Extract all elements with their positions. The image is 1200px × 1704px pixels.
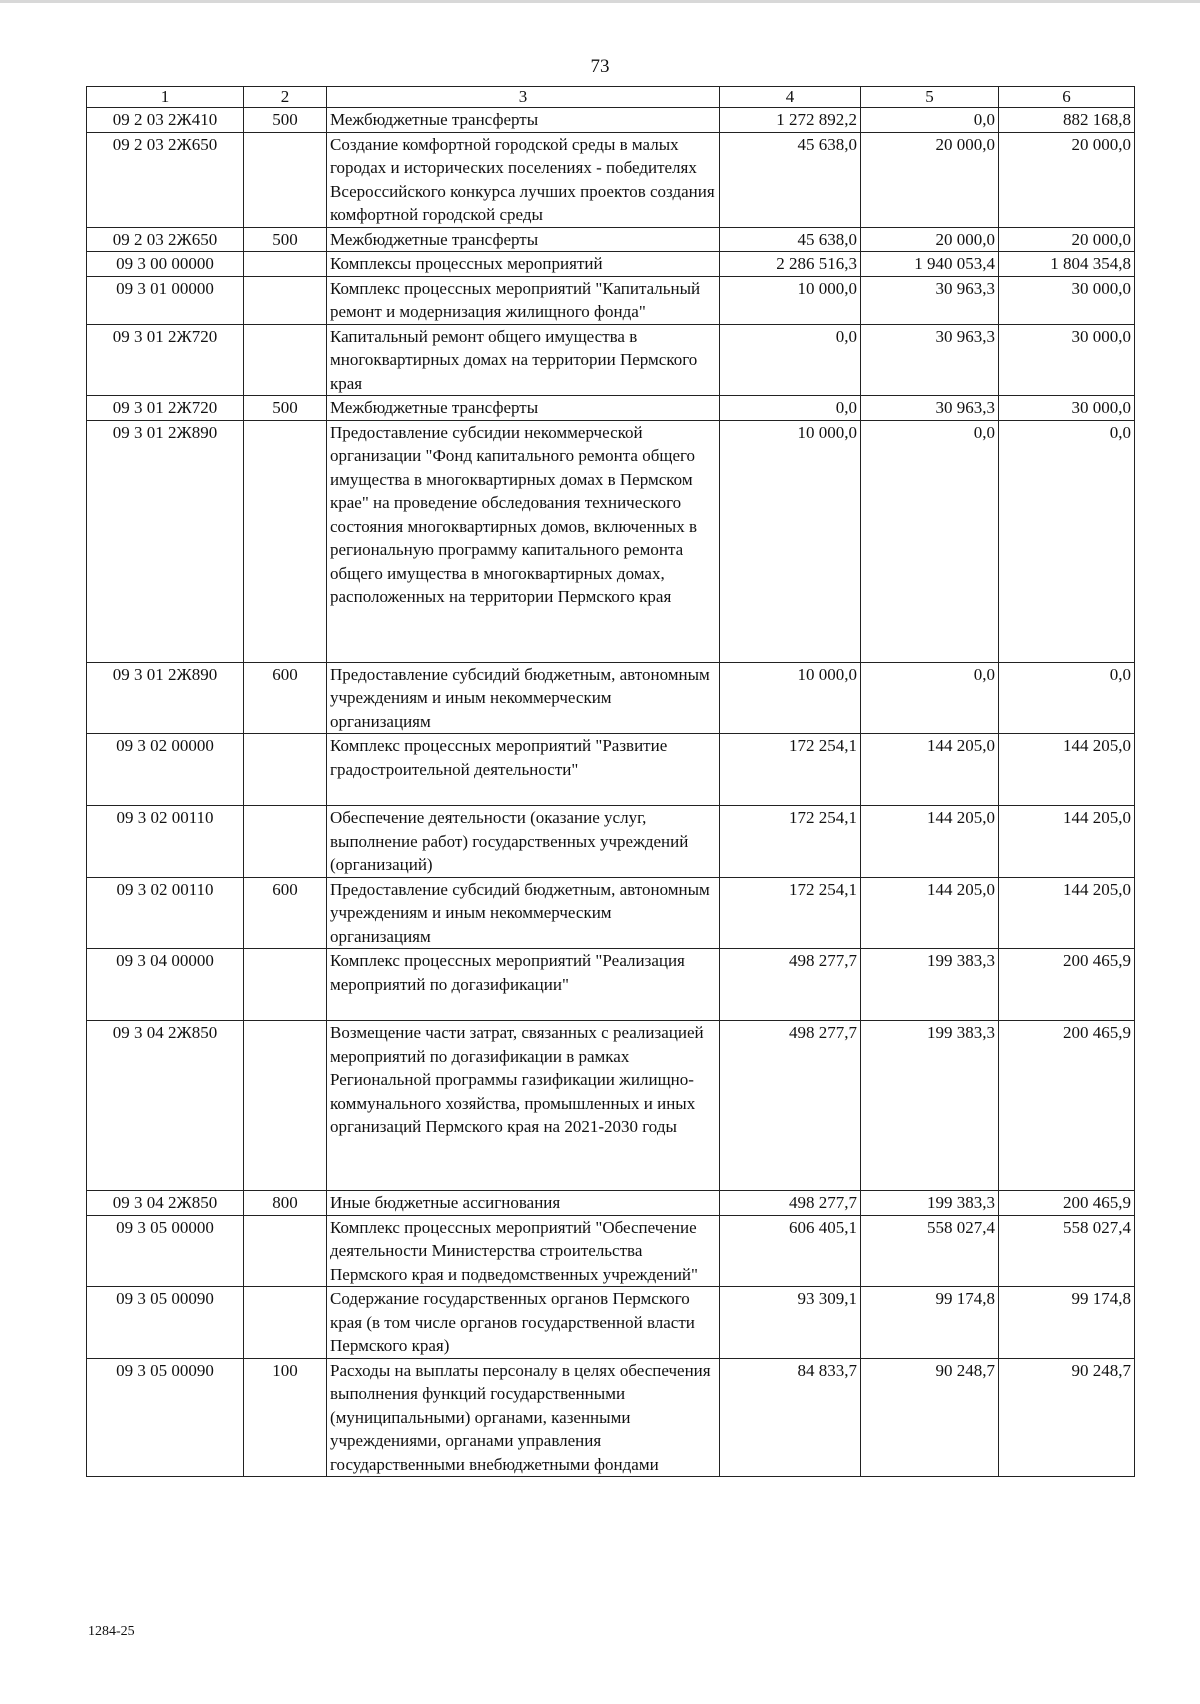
name-cell: Иные бюджетные ассигнования — [327, 1191, 720, 1216]
value-col-6: 200 465,9 — [999, 1021, 1135, 1191]
value-col-6: 882 168,8 — [999, 108, 1135, 133]
table-row — [87, 132, 1135, 227]
code-cell: 09 3 01 2Ж720 — [87, 396, 244, 421]
value-col-4: 10 000,0 — [720, 420, 861, 662]
code-cell: 09 3 04 2Ж850 — [87, 1191, 244, 1216]
type-cell — [244, 420, 327, 662]
value-col-4: 1 272 892,2 — [720, 108, 861, 133]
value-col-4: 172 254,1 — [720, 877, 861, 949]
name-cell: Межбюджетные трансферты — [327, 227, 720, 252]
value-col-5: 144 205,0 — [861, 877, 999, 949]
code-cell: 09 3 05 00090 — [87, 1287, 244, 1359]
table-row — [87, 1358, 1135, 1477]
name-cell: Предоставление субсидий бюджетным, автономным учреждениям и иным некоммерческим организациям — [327, 877, 720, 949]
code-cell: 09 3 05 00090 — [87, 1358, 244, 1477]
name-cell: Межбюджетные трансферты — [327, 396, 720, 421]
table-row — [87, 734, 1135, 806]
type-cell: 500 — [244, 108, 327, 133]
type-cell: 500 — [244, 396, 327, 421]
code-cell: 09 3 02 00110 — [87, 806, 244, 878]
code-cell: 09 2 03 2Ж410 — [87, 108, 244, 133]
type-cell — [244, 949, 327, 1021]
type-cell — [244, 806, 327, 878]
value-col-4: 172 254,1 — [720, 806, 861, 878]
value-col-4: 498 277,7 — [720, 1191, 861, 1216]
header-col-1: 1 — [87, 87, 244, 108]
name-cell: Комплексы процессных мероприятий — [327, 252, 720, 277]
value-col-6: 1 804 354,8 — [999, 252, 1135, 277]
code-cell: 09 3 01 2Ж890 — [87, 662, 244, 734]
table-row — [87, 949, 1135, 1021]
value-col-4: 0,0 — [720, 396, 861, 421]
name-cell: Комплекс процессных мероприятий "Реализация мероприятий по догазификации" — [327, 949, 720, 1021]
value-col-6: 20 000,0 — [999, 227, 1135, 252]
name-cell: Создание комфортной городской среды в малых городах и исторических поселениях - победителях Всероссийского конкурса лучших проектов создания комфортной городской среды — [327, 132, 720, 227]
code-cell: 09 3 04 00000 — [87, 949, 244, 1021]
type-cell — [244, 1215, 327, 1287]
header-row — [87, 87, 1135, 108]
value-col-4: 498 277,7 — [720, 1021, 861, 1191]
value-col-6: 20 000,0 — [999, 132, 1135, 227]
type-cell — [244, 324, 327, 396]
code-cell: 09 3 01 2Ж720 — [87, 324, 244, 396]
type-cell — [244, 1021, 327, 1191]
type-cell: 600 — [244, 662, 327, 734]
table-row — [87, 1021, 1135, 1191]
value-col-5: 558 027,4 — [861, 1215, 999, 1287]
value-col-4: 84 833,7 — [720, 1358, 861, 1477]
scan-edge — [0, 0, 1200, 3]
value-col-6: 558 027,4 — [999, 1215, 1135, 1287]
name-cell: Обеспечение деятельности (оказание услуг, выполнение работ) государственных учреждений (организаций) — [327, 806, 720, 878]
code-cell: 09 3 05 00000 — [87, 1215, 244, 1287]
code-cell: 09 2 03 2Ж650 — [87, 227, 244, 252]
budget-table — [86, 86, 1135, 1477]
value-col-4: 93 309,1 — [720, 1287, 861, 1359]
table-row — [87, 227, 1135, 252]
value-col-5: 30 963,3 — [861, 324, 999, 396]
name-cell: Возмещение части затрат, связанных с реализацией мероприятий по догазификации в рамках Региональной программы газификации жилищно-коммунального хозяйства, промышленных и иных организаций Пермского края на 2021-2030 годы — [327, 1021, 720, 1191]
type-cell: 100 — [244, 1358, 327, 1477]
value-col-5: 1 940 053,4 — [861, 252, 999, 277]
value-col-4: 10 000,0 — [720, 276, 861, 324]
value-col-6: 30 000,0 — [999, 276, 1135, 324]
name-cell: Содержание государственных органов Пермского края (в том числе органов государственной власти Пермского края) — [327, 1287, 720, 1359]
value-col-5: 199 383,3 — [861, 1021, 999, 1191]
type-cell — [244, 1287, 327, 1359]
header-col-4: 4 — [720, 87, 861, 108]
value-col-6: 0,0 — [999, 420, 1135, 662]
table-row — [87, 877, 1135, 949]
table-row — [87, 252, 1135, 277]
table-row — [87, 396, 1135, 421]
value-col-4: 45 638,0 — [720, 132, 861, 227]
name-cell: Комплекс процессных мероприятий "Обеспечение деятельности Министерства строительства Пермского края и подведомственных учреждений" — [327, 1215, 720, 1287]
value-col-6: 30 000,0 — [999, 396, 1135, 421]
table-row — [87, 108, 1135, 133]
name-cell: Капитальный ремонт общего имущества в многоквартирных домах на территории Пермского края — [327, 324, 720, 396]
type-cell — [244, 276, 327, 324]
table-row — [87, 662, 1135, 734]
header-col-6: 6 — [999, 87, 1135, 108]
name-cell: Комплекс процессных мероприятий "Капитальный ремонт и модернизация жилищного фонда" — [327, 276, 720, 324]
code-cell: 09 3 02 00000 — [87, 734, 244, 806]
value-col-6: 200 465,9 — [999, 1191, 1135, 1216]
value-col-6: 144 205,0 — [999, 806, 1135, 878]
page-number: 73 — [590, 56, 610, 77]
value-col-4: 172 254,1 — [720, 734, 861, 806]
type-cell: 600 — [244, 877, 327, 949]
type-cell — [244, 252, 327, 277]
value-col-4: 2 286 516,3 — [720, 252, 861, 277]
value-col-6: 99 174,8 — [999, 1287, 1135, 1359]
value-col-4: 606 405,1 — [720, 1215, 861, 1287]
value-col-6: 30 000,0 — [999, 324, 1135, 396]
table-row — [87, 276, 1135, 324]
value-col-6: 144 205,0 — [999, 877, 1135, 949]
value-col-5: 0,0 — [861, 662, 999, 734]
table-row — [87, 1287, 1135, 1359]
value-col-5: 20 000,0 — [861, 132, 999, 227]
table-row — [87, 1191, 1135, 1216]
table-row — [87, 1215, 1135, 1287]
name-cell: Комплекс процессных мероприятий "Развитие градостроительной деятельности" — [327, 734, 720, 806]
document-code: 1284-25 — [88, 1624, 135, 1639]
header-col-3: 3 — [327, 87, 720, 108]
value-col-4: 498 277,7 — [720, 949, 861, 1021]
code-cell: 09 3 01 00000 — [87, 276, 244, 324]
value-col-5: 199 383,3 — [861, 949, 999, 1021]
value-col-5: 0,0 — [861, 420, 999, 662]
value-col-5: 99 174,8 — [861, 1287, 999, 1359]
table-row — [87, 324, 1135, 396]
value-col-5: 0,0 — [861, 108, 999, 133]
value-col-6: 90 248,7 — [999, 1358, 1135, 1477]
name-cell: Межбюджетные трансферты — [327, 108, 720, 133]
header-col-5: 5 — [861, 87, 999, 108]
code-cell: 09 2 03 2Ж650 — [87, 132, 244, 227]
table-row — [87, 806, 1135, 878]
value-col-5: 30 963,3 — [861, 276, 999, 324]
name-cell: Расходы на выплаты персоналу в целях обеспечения выполнения функций государственными (муниципальными) органами, казенными учреждениями, органами управления государственными внебюджетными фондами — [327, 1358, 720, 1477]
value-col-5: 20 000,0 — [861, 227, 999, 252]
table-row — [87, 420, 1135, 662]
value-col-5: 144 205,0 — [861, 734, 999, 806]
value-col-6: 0,0 — [999, 662, 1135, 734]
type-cell: 800 — [244, 1191, 327, 1216]
value-col-5: 144 205,0 — [861, 806, 999, 878]
code-cell: 09 3 04 2Ж850 — [87, 1021, 244, 1191]
value-col-5: 30 963,3 — [861, 396, 999, 421]
value-col-6: 200 465,9 — [999, 949, 1135, 1021]
value-col-5: 90 248,7 — [861, 1358, 999, 1477]
name-cell: Предоставление субсидий бюджетным, автономным учреждениям и иным некоммерческим организациям — [327, 662, 720, 734]
type-cell — [244, 132, 327, 227]
name-cell: Предоставление субсидии некоммерческой организации "Фонд капитального ремонта общего имущества в многоквартирных домах в Пермском крае" на проведение обследования технического состояния многоквартирных домов, включенных в региональную программу капитального ремонта общего имущества в многоквартирных домах, расположенных на территории Пермского края — [327, 420, 720, 662]
value-col-4: 10 000,0 — [720, 662, 861, 734]
value-col-4: 0,0 — [720, 324, 861, 396]
code-cell: 09 3 00 00000 — [87, 252, 244, 277]
value-col-5: 199 383,3 — [861, 1191, 999, 1216]
header-col-2: 2 — [244, 87, 327, 108]
type-cell: 500 — [244, 227, 327, 252]
code-cell: 09 3 02 00110 — [87, 877, 244, 949]
value-col-4: 45 638,0 — [720, 227, 861, 252]
code-cell: 09 3 01 2Ж890 — [87, 420, 244, 662]
value-col-6: 144 205,0 — [999, 734, 1135, 806]
type-cell — [244, 734, 327, 806]
